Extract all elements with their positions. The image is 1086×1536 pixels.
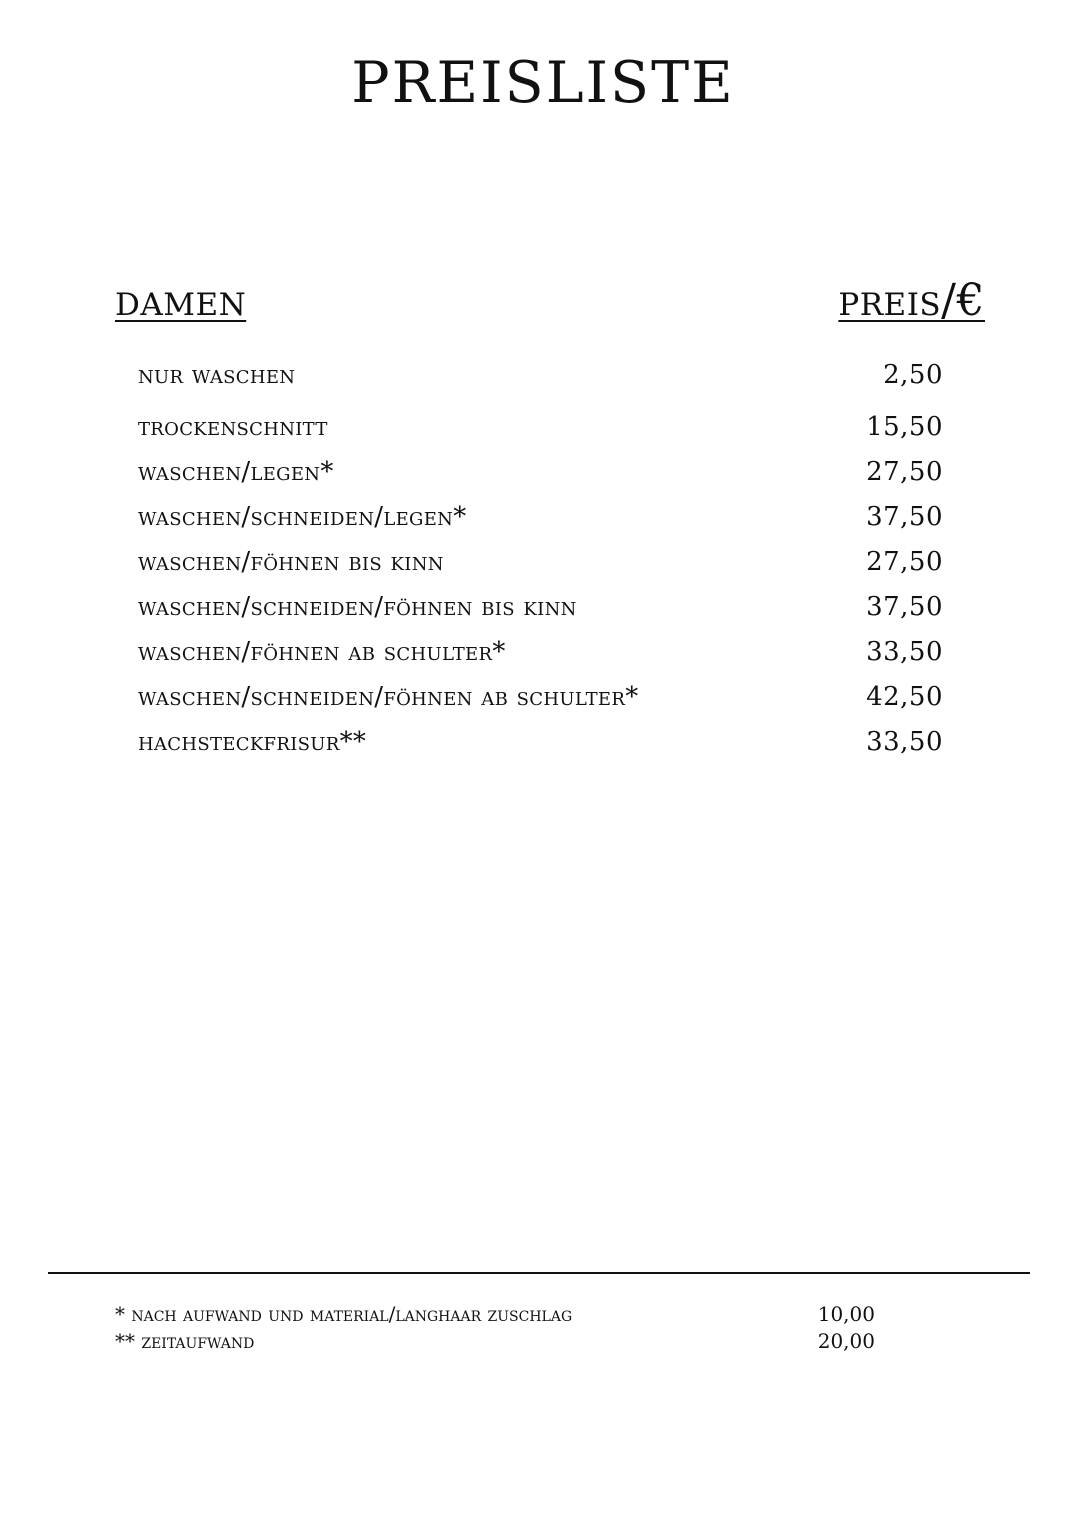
price-row — [138, 547, 943, 592]
price-row — [138, 592, 943, 637]
footnotes — [115, 1302, 875, 1356]
service-price: 42,50 — [866, 682, 943, 712]
service-name: waschen/legen* — [138, 457, 334, 487]
section-header — [115, 275, 985, 326]
section-title: damen — [115, 275, 247, 326]
service-name: trockenschnitt — [138, 412, 328, 442]
service-price: 27,50 — [866, 547, 943, 577]
footnote-price: 20,00 — [817, 1329, 875, 1353]
price-row — [138, 502, 943, 547]
service-name: waschen/schneiden/föhnen ab schulter* — [138, 682, 639, 712]
service-price: 37,50 — [866, 502, 943, 532]
price-row — [138, 457, 943, 502]
price-list — [138, 360, 943, 772]
service-price: 27,50 — [866, 457, 943, 487]
footnote-text: ** zeitaufwand — [115, 1329, 255, 1353]
price-row — [138, 727, 943, 772]
service-name: waschen/schneiden/föhnen bis kinn — [138, 592, 577, 622]
page-title: preisliste — [351, 27, 735, 122]
footnote-row — [115, 1329, 875, 1356]
footnote-row — [115, 1302, 875, 1329]
price-row — [138, 360, 943, 412]
price-row — [138, 637, 943, 682]
price-row — [138, 682, 943, 727]
price-row — [138, 412, 943, 457]
service-price: 33,50 — [866, 727, 943, 757]
footnote-text: * nach aufwand und material/langhaar zuschlag — [115, 1302, 573, 1326]
service-price: 33,50 — [866, 637, 943, 667]
service-name: hachsteckfrisur** — [138, 727, 367, 757]
service-price: 15,50 — [866, 412, 943, 442]
service-name: waschen/föhnen ab schulter* — [138, 637, 506, 667]
service-price: 37,50 — [866, 592, 943, 622]
footer-divider — [48, 1272, 1030, 1274]
service-name: nur waschen — [138, 360, 296, 390]
price-column-header: preis/€ — [838, 275, 985, 326]
service-name: waschen/föhnen bis kinn — [138, 547, 444, 577]
footnote-price: 10,00 — [817, 1302, 875, 1326]
service-name: waschen/schneiden/legen* — [138, 502, 467, 532]
service-price: 2,50 — [883, 360, 943, 390]
